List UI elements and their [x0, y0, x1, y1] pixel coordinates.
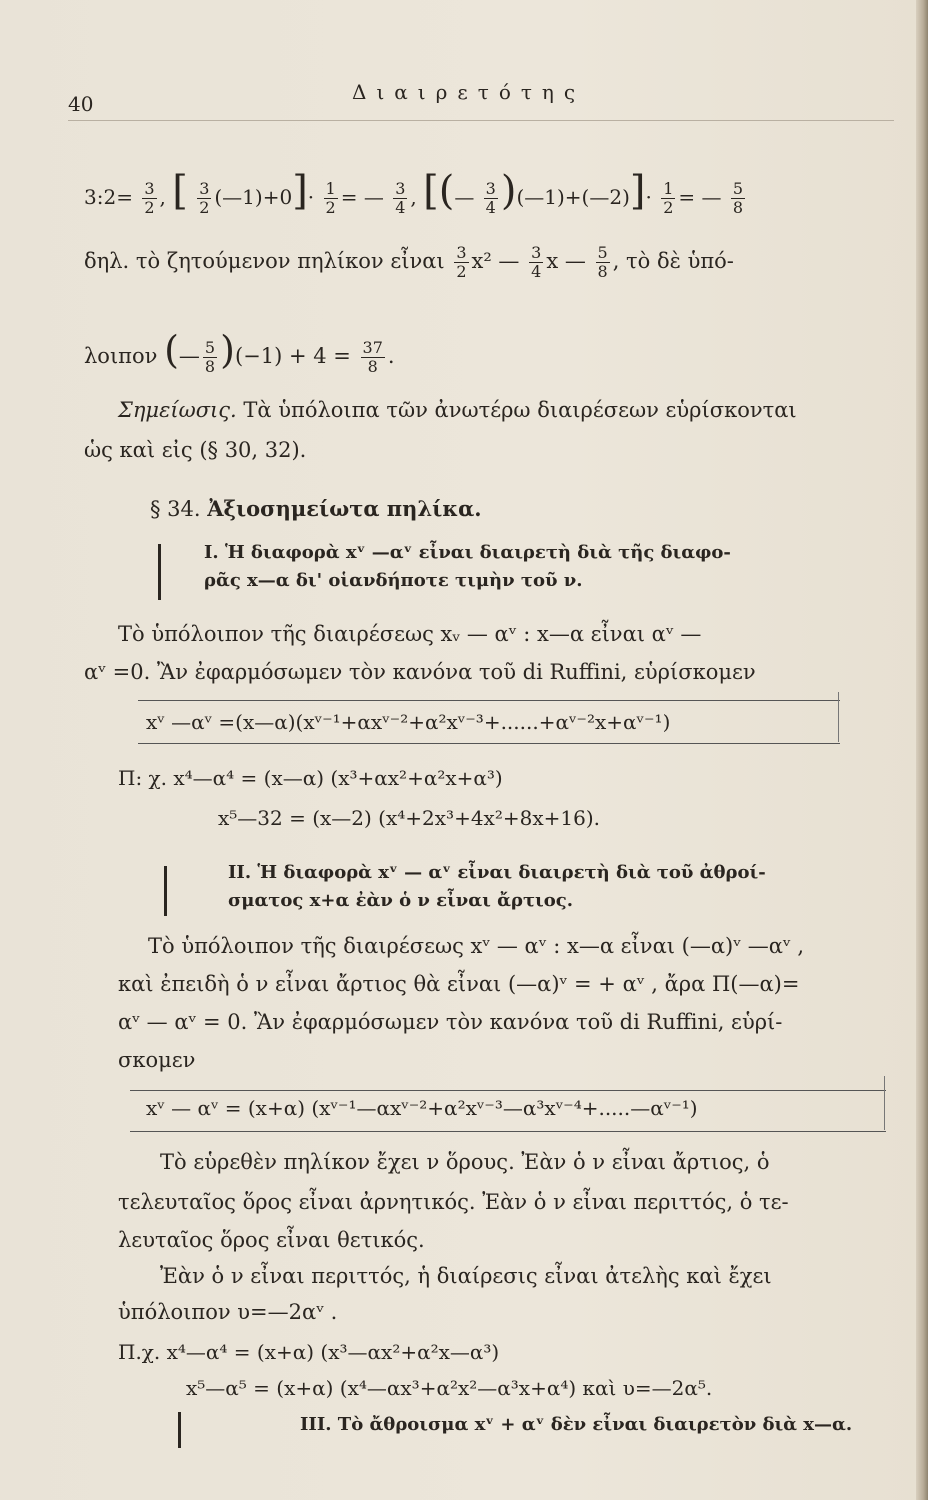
para-2-line-3: αᵛ — αᵛ = 0. Ἂν ἐφαρμόσωμεν τὸν κανόνα τοῦ di Ruffini, εὑρί- — [118, 1010, 783, 1034]
para-3-line-3: λευταῖος ὅρος εἶναι θετικός. — [118, 1228, 425, 1252]
page-edge — [916, 0, 928, 1500]
quotient-text: δηλ. τὸ ζητούμενον πηλίκον εἶναι — [84, 249, 445, 273]
rule-2-sidebar — [164, 866, 167, 916]
running-title: Διαιρετότης — [352, 80, 586, 104]
example-2-line-2: x⁵—α⁵ = (x+α) (x⁴—αx³+α²x²—α³x+α⁴) καὶ υ=—2α⁵. — [186, 1376, 713, 1400]
para-4-line-1: Ἐὰν ὁ ν εἶναι περιττός, ἡ διαίρεσις εἶναι ἀτελὴς καὶ ἔχει — [160, 1264, 772, 1288]
rule-2-line-2: σματος x+α ἐὰν ὁ ν εἶναι ἄρτιος. — [228, 890, 573, 911]
formula-1: xᵛ —αᵛ =(x—α)(xᵛ⁻¹+αxᵛ⁻²+α²xᵛ⁻³+......+αᵛ⁻²x+αᵛ⁻¹) — [146, 710, 671, 734]
quotient-suffix: , τὸ δὲ ὑπό- — [612, 249, 734, 273]
rule-2-line-1: II. Ἡ διαφορὰ xᵛ — αᵛ εἶναι διαιρετὴ διὰ τοῦ ἀθροί- — [228, 862, 766, 883]
rule-1-sidebar — [158, 544, 161, 600]
rule-1-line-1: I. Ἡ διαφορὰ xᵛ —αᵛ εἶναι διαιρετὴ διὰ τῆς διαφο- — [204, 542, 731, 563]
para-2-line-1: Τὸ ὑπόλοιπον τῆς διαιρέσεως xᵛ — αᵛ : x—α εἶναι (—α)ᵛ —αᵛ , — [148, 934, 805, 958]
note-text-1: Τὰ ὑπόλοιπα τῶν ἀνωτέρω διαιρέσεων εὑρίσκονται — [243, 398, 797, 422]
page-number: 40 — [68, 92, 94, 116]
formula-2: xᵛ — αᵛ = (x+α) (xᵛ⁻¹—αxᵛ⁻²+α²xᵛ⁻³—α³xᵛ⁻⁴+.....—αᵛ⁻¹) — [146, 1096, 698, 1120]
note-label: Σημείωσις. — [118, 398, 237, 422]
para-2-line-2: καὶ ἐπειδὴ ὁ ν εἶναι ἄρτιος θὰ εἶναι (—α)ᵛ = + αᵛ , ἄρα Π(—α)= — [118, 972, 800, 996]
para-1-line-1: Τὸ ὑπόλοιπον τῆς διαιρέσεως xᵥ — αᵛ : x—α εἶναι αᵛ — — [118, 622, 702, 646]
example-1-line-1: Π: χ. x⁴—α⁴ = (x—α) (x³+αx²+α²x+α³) — [118, 766, 503, 790]
para-2-line-4: σκομεν — [118, 1048, 196, 1072]
remainder-line: λοιπον (— $\frac{5}{8}$ )(−1) + 4 = $\frac{37}{8}$ . — [84, 328, 395, 376]
para-3-line-1: Τὸ εὑρεθὲν πηλίκον ἔχει ν ὅρους. Ἐὰν ὁ ν εἶναι ἄρτιος, ὁ — [160, 1150, 770, 1174]
formula-2-box-edge — [884, 1076, 885, 1130]
note-line-2: ὡς καὶ εἰς (§ 30, 32). — [84, 438, 307, 462]
section-title: Ἀξιοσημείωτα πηλίκα. — [207, 496, 482, 521]
section-heading — [150, 496, 482, 521]
para-4-line-2: ὑπόλοιπον υ=—2αᵛ . — [118, 1300, 338, 1324]
example-division-steps: 3:2= $\frac{3}{2}$ , [ $\frac{3}{2}$ (—1)+0]· $\frac{1}{2}$ = — $\frac{3}{4}$ , [(— $\frac{3}{4}$ )(—1)+(—2)]· $\frac{1}{2}$ = — $\frac{5}{8}$ — [84, 168, 744, 217]
para-1-line-2: αᵛ =0. Ἂν ἐφαρμόσωμεν τὸν κανόνα τοῦ di Ruffini, εὑρίσκομεν — [84, 660, 756, 684]
quotient-line: δηλ. τὸ ζητούμενον πηλίκον εἶναι $\frac{3}{2}$ x² — $\frac{3}{4}$ x — $\frac{5}{8}$ , τὸ δὲ ὑπό- — [84, 243, 734, 281]
rule-3-sidebar — [178, 1412, 181, 1448]
header-rule — [68, 120, 894, 121]
remainder-text: λοιπον — [84, 344, 158, 368]
formula-1-box-edge — [838, 692, 839, 742]
note-line-1 — [118, 398, 797, 422]
division-start: 3:2= — [84, 185, 133, 209]
example-1-line-2: x⁵—32 = (x—2) (x⁴+2x³+4x²+8x+16). — [218, 806, 600, 830]
para-3-line-2: τελευταῖος ὅρος εἶναι ἀρνητικός. Ἐὰν ὁ ν εἶναι περιττός, ὁ τε- — [118, 1190, 789, 1214]
example-2-line-1: Π.χ. x⁴—α⁴ = (x+α) (x³—αx²+α²x—α³) — [118, 1340, 500, 1364]
rule-3-line-1: III. Τὸ ἄθροισμα xᵛ + αᵛ δὲν εἶναι διαιρετὸν διὰ x—α. — [300, 1414, 853, 1435]
rule-1-line-2: ρᾶς x—α δι' οἱανδήποτε τιμὴν τοῦ ν. — [204, 570, 583, 591]
remainder-expr: (−1) + 4 = — [234, 344, 351, 368]
section-number: § 34. — [150, 497, 201, 521]
